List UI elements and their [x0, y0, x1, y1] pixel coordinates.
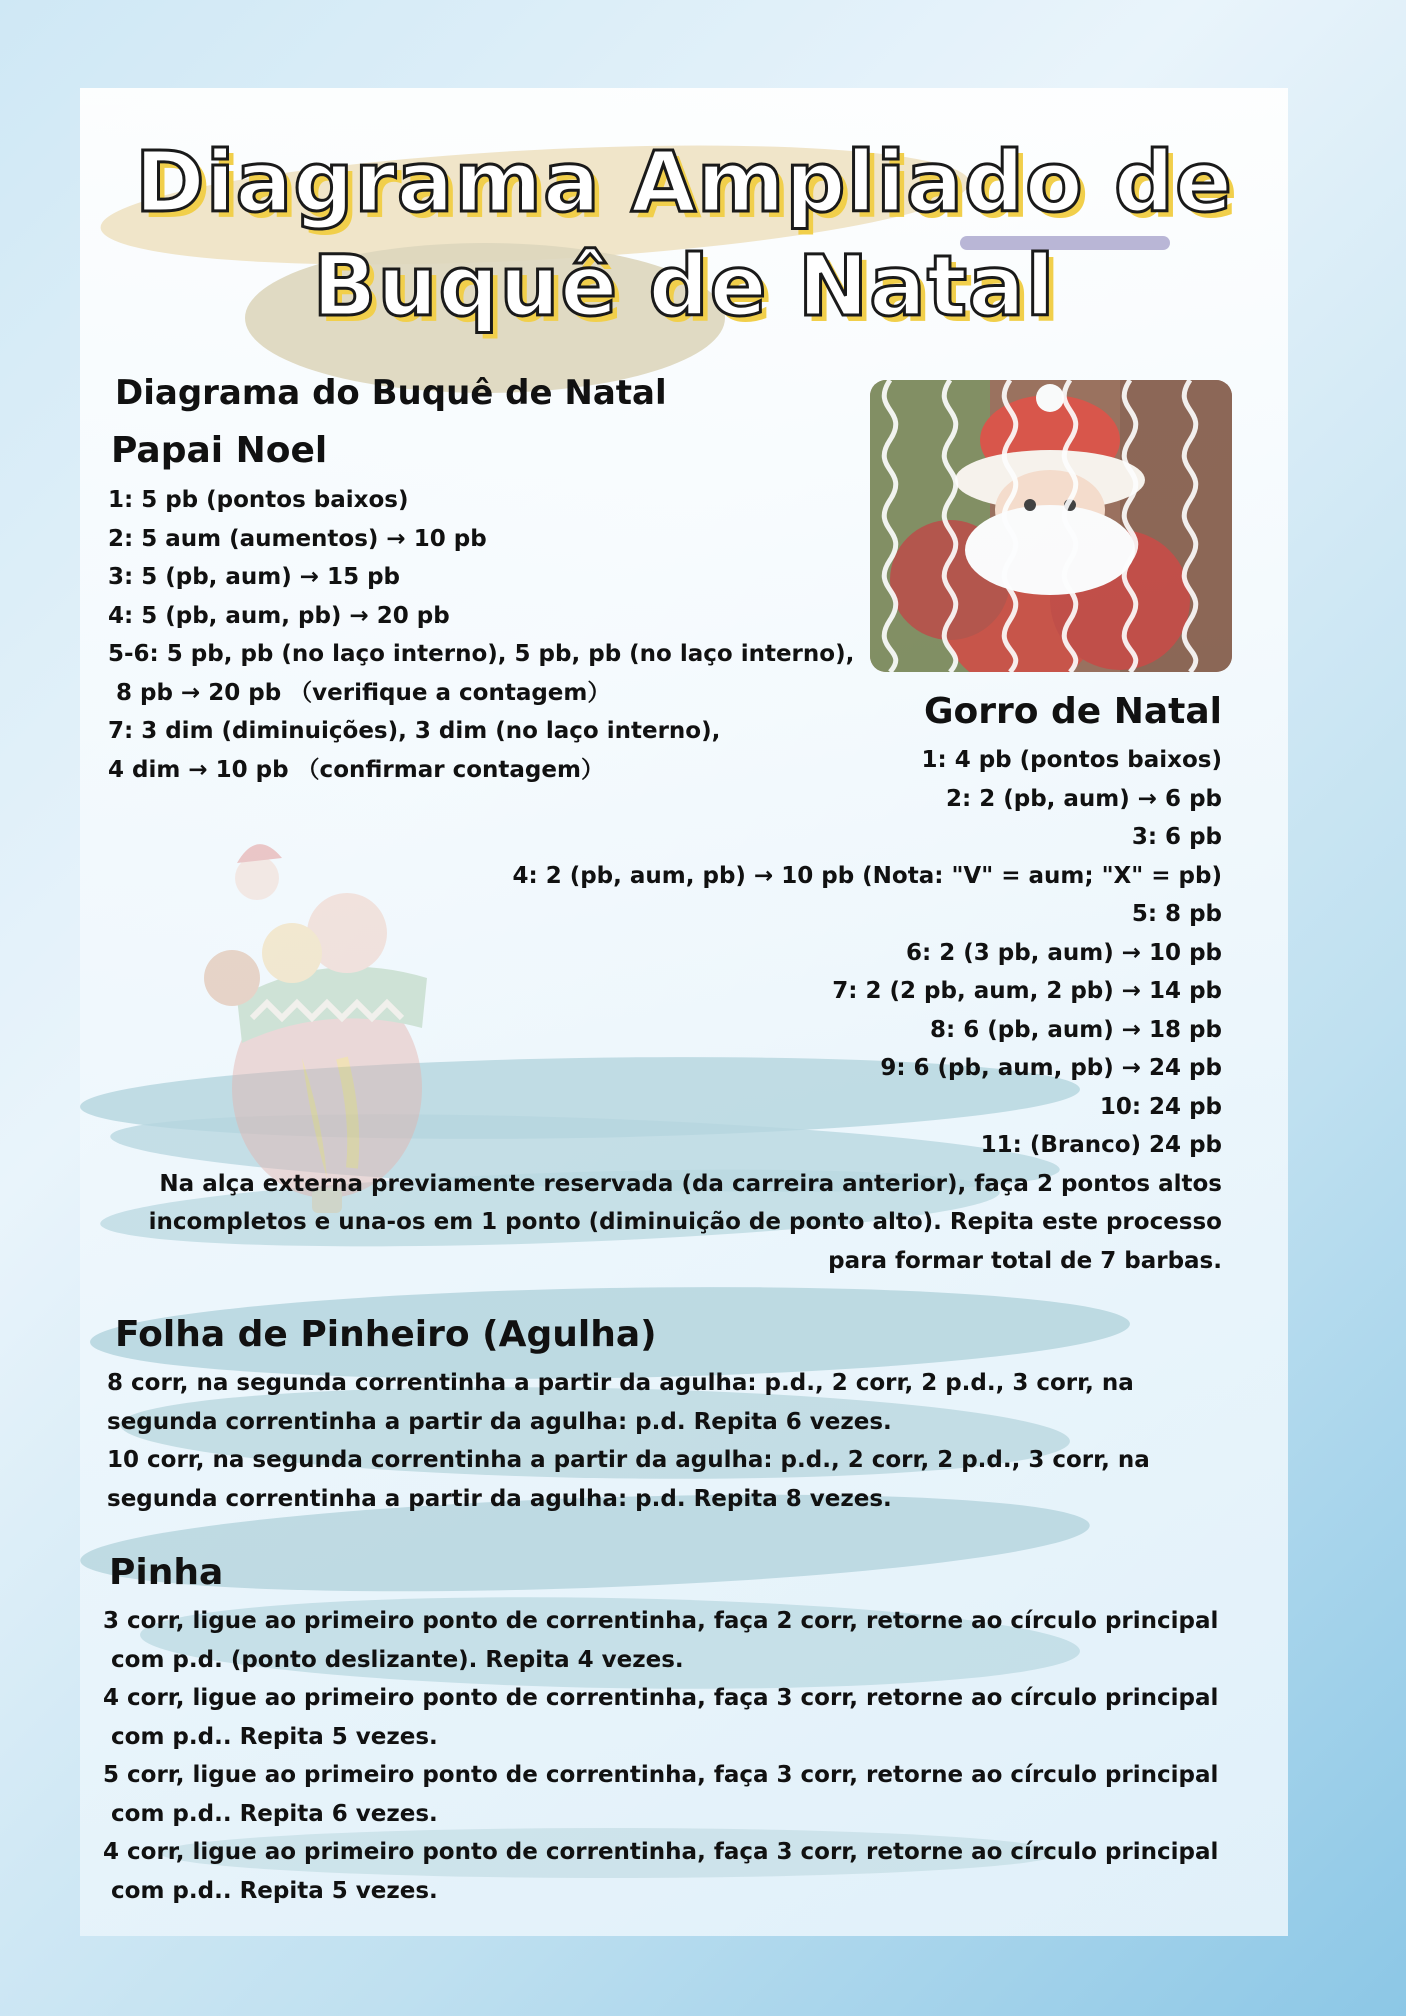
- title-line-2: Buquê de Natal: [312, 237, 1056, 335]
- gorro-heading: Gorro de Natal: [923, 691, 1222, 732]
- instruction-line: 5: 8 pb: [1131, 901, 1222, 927]
- instruction-line: com p.d.. Repita 6 vezes.: [103, 1800, 438, 1827]
- instruction-line: 5-6: 5 pb, pb (no laço interno), 5 pb, pb (no laço interno),: [108, 641, 855, 667]
- page-title: [80, 130, 1288, 338]
- instruction-line: 7: 3 dim (diminuições), 3 dim (no laço interno),: [108, 718, 721, 744]
- papai-noel-heading: Papai Noel: [111, 430, 328, 471]
- instruction-line: 8 pb → 20 pb （verifique a contagem）: [108, 679, 611, 706]
- title-line-1: Diagrama Ampliado de: [134, 133, 1233, 231]
- instruction-line: 3: 6 pb: [1131, 824, 1222, 850]
- instruction-line: 10: 24 pb: [1099, 1093, 1222, 1120]
- instruction-line: 8: 6 (pb, aum) → 18 pb: [929, 1016, 1222, 1043]
- santa-crochet-photo: [870, 380, 1232, 672]
- instruction-line: 4: 2 (pb, aum, pb) → 10 pb (Nota: "V" = aum; "X" = pb): [512, 862, 1222, 889]
- instruction-line: incompletos e una-os em 1 ponto (diminuição de ponto alto). Repita este processo: [148, 1209, 1222, 1235]
- instruction-line: para formar total de 7 barbas.: [828, 1247, 1222, 1274]
- instruction-line: 4 dim → 10 pb （confirmar contagem）: [108, 756, 604, 783]
- folha-heading: Folha de Pinheiro (Agulha): [115, 1314, 657, 1355]
- instruction-line: 3: 5 (pb, aum) → 15 pb: [108, 564, 401, 590]
- instruction-line: Na alça externa previamente reservada (da carreira anterior), faça 2 pontos altos: [159, 1170, 1222, 1197]
- folha-instructions: [107, 1364, 1150, 1518]
- instruction-line: 7: 2 (2 pb, aum, 2 pb) → 14 pb: [832, 978, 1222, 1004]
- instruction-line: segunda correntinha a partir da agulha: p.d. Repita 6 vezes.: [107, 1408, 892, 1435]
- instruction-line: 8 corr, na segunda correntinha a partir da agulha: p.d., 2 corr, 2 p.d., 3 corr, na: [107, 1370, 1134, 1396]
- instruction-line: 5 corr, ligue ao primeiro ponto de correntinha, faça 3 corr, retorne ao círculo principal: [103, 1762, 1219, 1788]
- instruction-line: com p.d. (ponto deslizante). Repita 4 vezes.: [103, 1646, 684, 1673]
- instruction-line: segunda correntinha a partir da agulha: p.d. Repita 8 vezes.: [107, 1485, 892, 1512]
- pinha-instructions: [103, 1602, 1218, 1910]
- instruction-line: 1: 5 pb (pontos baixos): [108, 487, 409, 513]
- instruction-line: com p.d.. Repita 5 vezes.: [103, 1723, 438, 1750]
- instruction-line: 4: 5 (pb, aum, pb) → 20 pb: [108, 602, 450, 629]
- instruction-line: 2: 5 aum (aumentos) → 10 pb: [108, 525, 487, 552]
- instruction-line: 10 corr, na segunda correntinha a partir da agulha: p.d., 2 corr, 2 p.d., 3 corr, na: [107, 1447, 1150, 1473]
- instruction-line: 6: 2 (3 pb, aum) → 10 pb: [905, 939, 1222, 966]
- instruction-line: 9: 6 (pb, aum, pb) → 24 pb: [880, 1055, 1222, 1081]
- instruction-line: 2: 2 (pb, aum) → 6 pb: [946, 785, 1222, 812]
- document-panel: [80, 88, 1288, 1936]
- pinha-heading: Pinha: [109, 1552, 224, 1593]
- instruction-line: 4 corr, ligue ao primeiro ponto de correntinha, faça 3 corr, retorne ao círculo principal: [103, 1839, 1219, 1865]
- instruction-line: 11: (Branco) 24 pb: [980, 1132, 1222, 1158]
- instruction-line: 4 corr, ligue ao primeiro ponto de correntinha, faça 3 corr, retorne ao círculo principal: [103, 1685, 1219, 1711]
- main-diagram-heading: Diagrama do Buquê de Natal: [115, 373, 667, 413]
- instruction-line: com p.d.. Repita 5 vezes.: [103, 1877, 438, 1904]
- instruction-line: 1: 4 pb (pontos baixos): [921, 747, 1222, 773]
- gorro-instructions: [149, 741, 1222, 1280]
- instruction-line: 3 corr, ligue ao primeiro ponto de correntinha, faça 2 corr, retorne ao círculo principal: [103, 1608, 1219, 1634]
